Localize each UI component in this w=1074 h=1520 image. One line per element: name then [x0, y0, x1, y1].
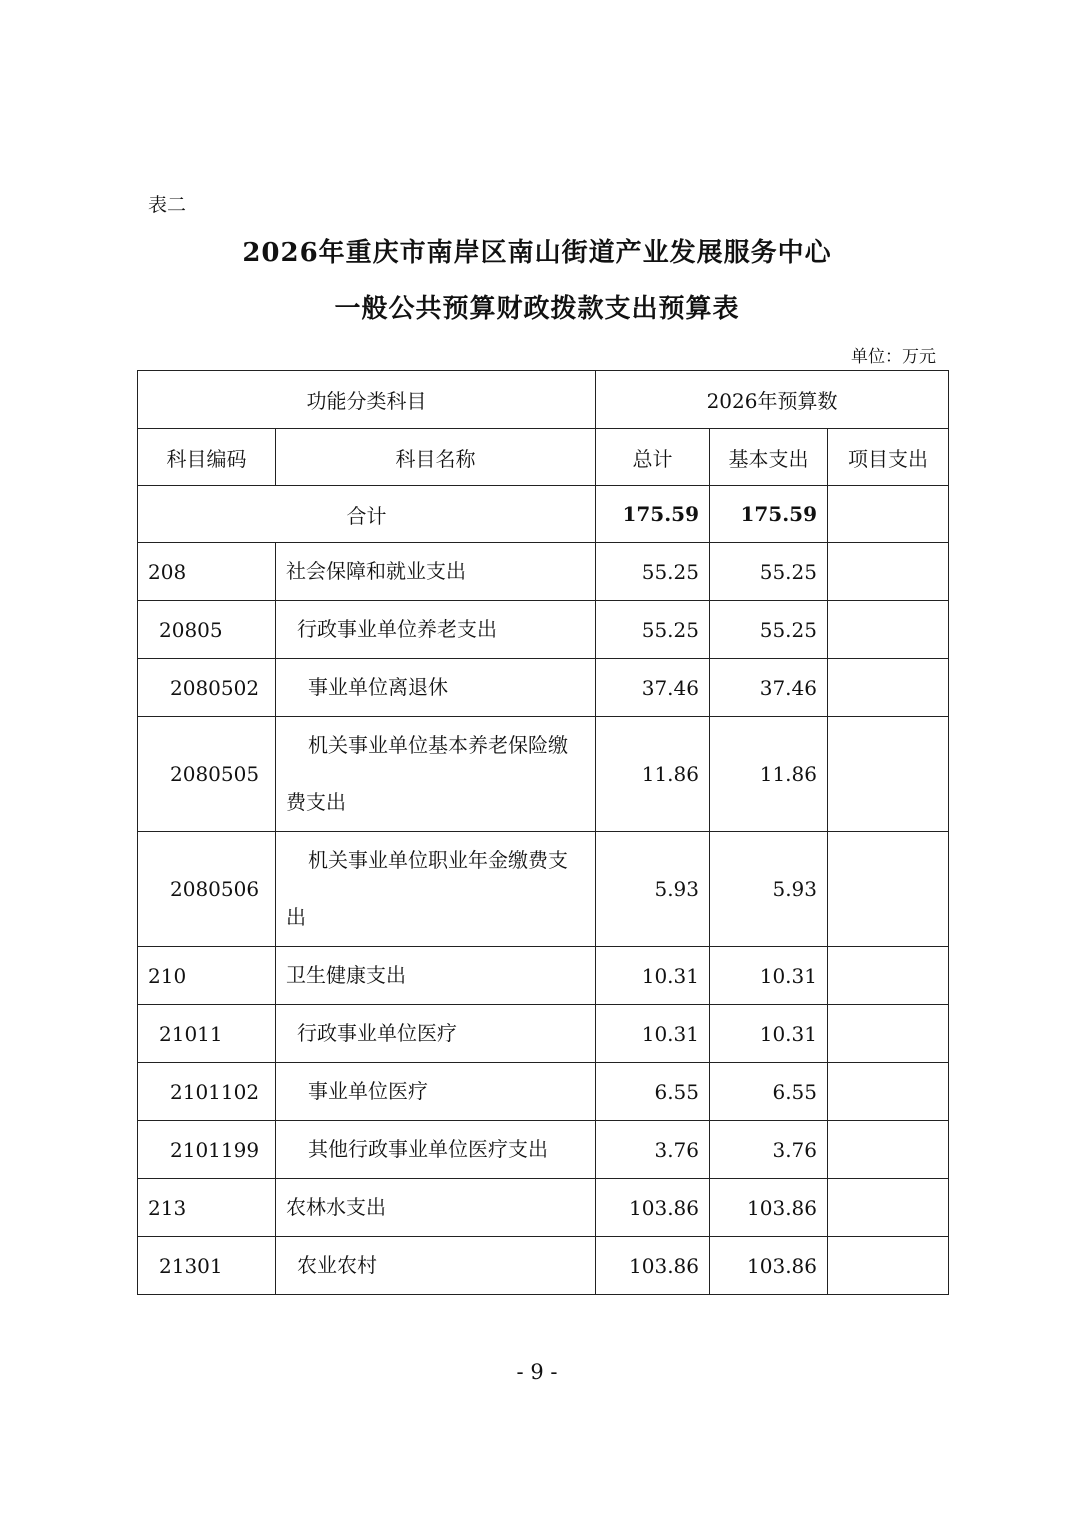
table-row: [138, 1237, 949, 1295]
row-code: 2080502: [138, 659, 276, 717]
row-basic: 10.31: [710, 1005, 828, 1063]
table-row: [138, 1179, 949, 1237]
total-row: [138, 486, 949, 543]
table-row: [138, 1121, 949, 1179]
row-total: 55.25: [596, 601, 710, 659]
row-code: 2080506: [138, 832, 276, 947]
row-basic: 11.86: [710, 717, 828, 832]
table-label: 表二: [148, 194, 187, 216]
table-row: [138, 601, 949, 659]
header-code: 科目编码: [138, 429, 276, 486]
row-basic: 103.86: [710, 1179, 828, 1237]
row-project: [828, 1121, 949, 1179]
row-code: 2101199: [138, 1121, 276, 1179]
row-code: 2101102: [138, 1063, 276, 1121]
row-project: [828, 601, 949, 659]
total-basic: 175.59: [710, 486, 828, 543]
table-row: [138, 1063, 949, 1121]
header-row-1: [138, 371, 949, 429]
row-name: 社会保障和就业支出: [276, 543, 596, 601]
row-project: [828, 832, 949, 947]
row-code: 21301: [138, 1237, 276, 1295]
row-project: [828, 1005, 949, 1063]
row-total: 103.86: [596, 1237, 710, 1295]
row-name: 事业单位医疗: [276, 1063, 596, 1121]
row-project: [828, 543, 949, 601]
header-row-2: [138, 429, 949, 486]
total-total: 175.59: [596, 486, 710, 543]
row-code: 210: [138, 947, 276, 1005]
row-total: 11.86: [596, 717, 710, 832]
row-total: 10.31: [596, 947, 710, 1005]
row-project: [828, 1179, 949, 1237]
row-name: 行政事业单位养老支出: [276, 601, 596, 659]
header-project: 项目支出: [828, 429, 949, 486]
row-project: [828, 1237, 949, 1295]
table-row: [138, 832, 949, 947]
row-total: 37.46: [596, 659, 710, 717]
row-code: 213: [138, 1179, 276, 1237]
row-code: 2080505: [138, 717, 276, 832]
row-project: [828, 947, 949, 1005]
page-number: - 9 -: [516, 1360, 558, 1384]
table-row: [138, 543, 949, 601]
row-name: 机关事业单位职业年金缴费支出: [276, 832, 596, 947]
row-name: 卫生健康支出: [276, 947, 596, 1005]
page-title: 2026年重庆市南岸区南山街道产业发展服务中心: [242, 238, 832, 268]
total-project: [828, 486, 949, 543]
row-total: 5.93: [596, 832, 710, 947]
table-row: [138, 659, 949, 717]
row-basic: 55.25: [710, 543, 828, 601]
row-basic: 103.86: [710, 1237, 828, 1295]
row-total: 10.31: [596, 1005, 710, 1063]
row-basic: 6.55: [710, 1063, 828, 1121]
table-row: [138, 717, 949, 832]
row-basic: 10.31: [710, 947, 828, 1005]
table-row: [138, 1005, 949, 1063]
row-name: 机关事业单位基本养老保险缴费支出: [276, 717, 596, 832]
header-name: 科目名称: [276, 429, 596, 486]
row-code: 20805: [138, 601, 276, 659]
row-project: [828, 717, 949, 832]
table-row: [138, 947, 949, 1005]
row-basic: 37.46: [710, 659, 828, 717]
row-name: 农业农村: [276, 1237, 596, 1295]
budget-table: [137, 370, 949, 1295]
row-project: [828, 659, 949, 717]
header-total: 总计: [596, 429, 710, 486]
row-name: 事业单位离退休: [276, 659, 596, 717]
row-name: 其他行政事业单位医疗支出: [276, 1121, 596, 1179]
row-project: [828, 1063, 949, 1121]
total-label: 合计: [138, 486, 596, 543]
page-subtitle: 一般公共预算财政拨款支出预算表: [334, 294, 740, 324]
row-total: 6.55: [596, 1063, 710, 1121]
row-basic: 55.25: [710, 601, 828, 659]
row-name: 农林水支出: [276, 1179, 596, 1237]
header-budget-year: 2026年预算数: [596, 371, 949, 429]
row-total: 3.76: [596, 1121, 710, 1179]
row-basic: 5.93: [710, 832, 828, 947]
row-name: 行政事业单位医疗: [276, 1005, 596, 1063]
row-code: 208: [138, 543, 276, 601]
unit-label: 单位：万元: [851, 347, 936, 367]
header-func-category: 功能分类科目: [138, 371, 596, 429]
row-total: 55.25: [596, 543, 710, 601]
row-basic: 3.76: [710, 1121, 828, 1179]
header-basic: 基本支出: [710, 429, 828, 486]
row-total: 103.86: [596, 1179, 710, 1237]
row-code: 21011: [138, 1005, 276, 1063]
